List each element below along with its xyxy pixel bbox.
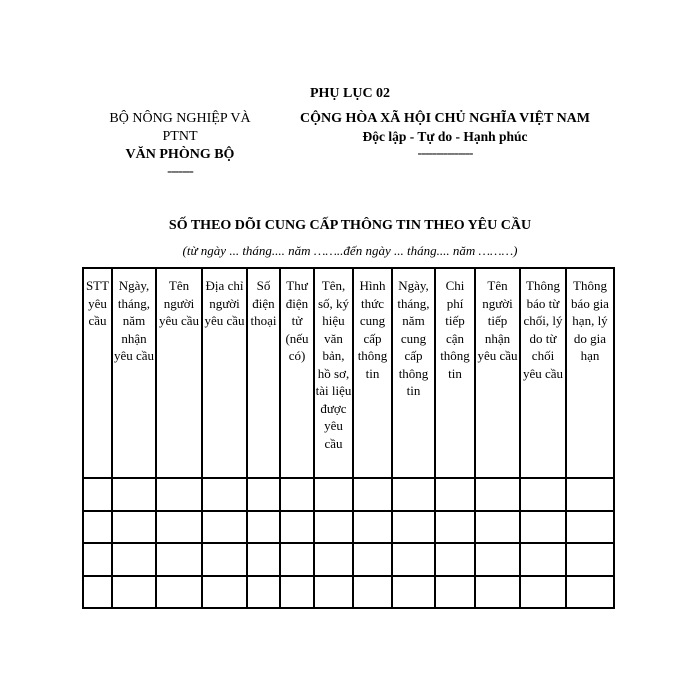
table-row xyxy=(83,543,614,576)
table-cell[interactable] xyxy=(353,511,392,544)
table-cell[interactable] xyxy=(475,543,520,576)
column-header: Tên người yêu cầu xyxy=(156,268,202,478)
table-cell[interactable] xyxy=(520,478,566,511)
column-header: Địa chỉ người yêu cầu xyxy=(202,268,247,478)
column-header: Hình thức cung cấp thông tin xyxy=(353,268,392,478)
table-cell[interactable] xyxy=(156,478,202,511)
table-cell[interactable] xyxy=(520,576,566,609)
table-cell[interactable] xyxy=(435,478,475,511)
table-cell[interactable] xyxy=(202,478,247,511)
table-cell[interactable] xyxy=(314,511,353,544)
column-header: Tên, số, ký hiệu văn bản, hồ sơ, tài liệu được yêu cầu xyxy=(314,268,353,478)
table-cell[interactable] xyxy=(280,576,314,609)
column-header: STT yêu cầu xyxy=(83,268,112,478)
column-header: Thư điện tử (nếu có) xyxy=(280,268,314,478)
table-cell[interactable] xyxy=(520,543,566,576)
national-motto: Độc lập - Tự do - Hạnh phúc xyxy=(362,129,528,144)
table-row xyxy=(83,511,614,544)
table-cell[interactable] xyxy=(475,511,520,544)
table-cell[interactable] xyxy=(314,576,353,609)
table-header-row xyxy=(83,268,614,478)
table-cell[interactable] xyxy=(353,543,392,576)
column-header: Thông báo gia hạn, lý do gia hạn xyxy=(566,268,614,478)
issuing-agency-header xyxy=(92,110,268,180)
table-cell[interactable] xyxy=(314,478,353,511)
agency-name-line2: PTNT xyxy=(162,129,198,144)
table-cell[interactable] xyxy=(156,543,202,576)
national-header xyxy=(280,110,610,162)
country-name: CỘNG HÒA XÃ HỘI CHỦ NGHĨA VIỆT NAM xyxy=(299,111,590,126)
column-header: Thông báo từ chối, lý do từ chối yêu cầu xyxy=(520,268,566,478)
table-cell[interactable] xyxy=(112,478,156,511)
table-cell[interactable] xyxy=(280,543,314,576)
table-cell[interactable] xyxy=(435,576,475,609)
table-cell[interactable] xyxy=(202,543,247,576)
table-cell[interactable] xyxy=(566,543,614,576)
table-cell[interactable] xyxy=(112,576,156,609)
motto-separator: --------------- xyxy=(417,146,473,161)
table-cell[interactable] xyxy=(392,576,435,609)
table-cell[interactable] xyxy=(202,511,247,544)
table-cell[interactable] xyxy=(83,478,112,511)
table-cell[interactable] xyxy=(435,511,475,544)
table-cell[interactable] xyxy=(475,576,520,609)
table-cell[interactable] xyxy=(566,576,614,609)
appendix-label: PHỤ LỤC 02 xyxy=(309,86,391,101)
table-cell[interactable] xyxy=(112,511,156,544)
table-cell[interactable] xyxy=(202,576,247,609)
table-cell[interactable] xyxy=(247,543,280,576)
table-cell[interactable] xyxy=(353,576,392,609)
table-cell[interactable] xyxy=(156,576,202,609)
table-cell[interactable] xyxy=(475,478,520,511)
table-cell[interactable] xyxy=(392,543,435,576)
table-cell[interactable] xyxy=(566,511,614,544)
column-header: Ngày, tháng, năm nhận yêu cầu xyxy=(112,268,156,478)
column-header: Ngày, tháng, năm cung cấp thông tin xyxy=(392,268,435,478)
table-cell[interactable] xyxy=(353,478,392,511)
table-cell[interactable] xyxy=(83,543,112,576)
table-cell[interactable] xyxy=(280,511,314,544)
date-range-subtitle: (từ ngày ... tháng.... năm ……..đến ngày ... tháng.... năm ………) xyxy=(182,243,518,258)
table-cell[interactable] xyxy=(314,543,353,576)
document-title: SỐ THEO DÕI CUNG CẤP THÔNG TIN THEO YÊU CẦU xyxy=(168,218,532,233)
table-cell[interactable] xyxy=(247,478,280,511)
table-cell[interactable] xyxy=(280,478,314,511)
table-cell[interactable] xyxy=(392,511,435,544)
table-cell[interactable] xyxy=(435,543,475,576)
column-header: Tên người tiếp nhận yêu cầu xyxy=(475,268,520,478)
table-cell[interactable] xyxy=(83,576,112,609)
table-cell[interactable] xyxy=(247,576,280,609)
table-cell[interactable] xyxy=(520,511,566,544)
table-row xyxy=(83,478,614,511)
agency-name-line1: BỘ NÔNG NGHIỆP VÀ xyxy=(109,111,251,126)
table-cell[interactable] xyxy=(247,511,280,544)
column-header: Số điện thoại xyxy=(247,268,280,478)
table-cell[interactable] xyxy=(566,478,614,511)
information-request-log-table xyxy=(82,267,615,609)
agency-separator: ------- xyxy=(167,164,193,179)
table-cell[interactable] xyxy=(156,511,202,544)
table-cell[interactable] xyxy=(83,511,112,544)
table-row xyxy=(83,576,614,609)
column-header: Chi phí tiếp cận thông tin xyxy=(435,268,475,478)
office-name: VĂN PHÒNG BỘ xyxy=(125,147,235,162)
table-cell[interactable] xyxy=(112,543,156,576)
table-cell[interactable] xyxy=(392,478,435,511)
